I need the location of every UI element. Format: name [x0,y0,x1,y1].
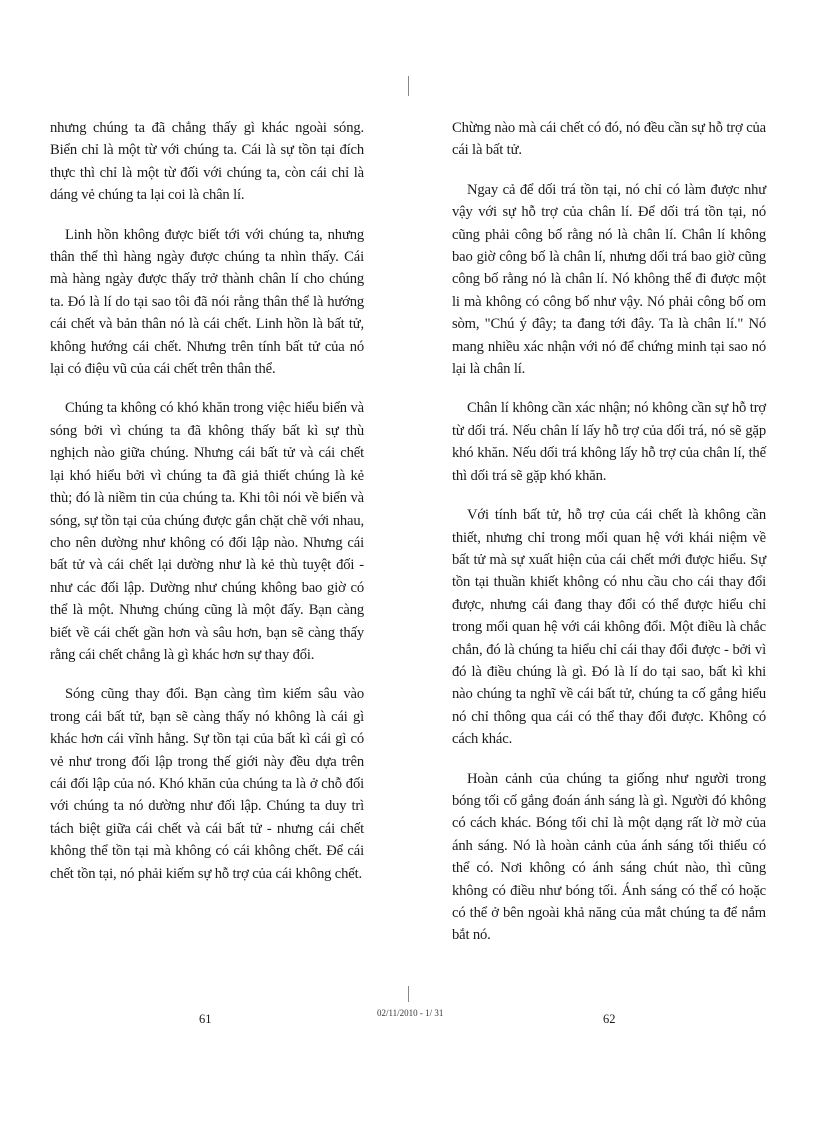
page-fold-line-top [408,76,409,96]
paragraph: Chừng nào mà cái chết có đó, nó đều cần sự hỗ trợ của cái là bất tử. [452,120,766,159]
paragraph: Hoàn cảnh của chúng ta giống như người trong bóng tối cố gắng đoán ánh sáng là gì. Người đó không có cách khác. Bóng tối chỉ là một dạng rất lờ mờ của ánh sáng. Nó là hoàn cảnh của ánh sáng tối thiểu có thể có. Nơi không có ánh sáng chút nào, thì cũng không có điều như bóng tối. Ánh sáng có thể có hoặc có thể ở bên ngoài khả năng của mắt chúng ta để nắm bắt nó. [452,770,766,944]
print-stamp: 02/11/2010 - 1/ 31 [377,1008,444,1018]
left-page-text [50,117,364,902]
page-fold-line-bottom [408,986,409,1002]
paragraph: Chân lí không cần xác nhận; nó không cần sự hỗ trợ từ dối trá. Nếu chân lí lấy hỗ trợ của dối trá, nó sẽ gặp khó khăn. Nếu dối trá không lấy hỗ trợ của chân lí, thế thì dối trá sẽ gặp khó khăn. [452,400,766,484]
paragraph: Với tính bất tử, hỗ trợ của cái chết là không cần thiết, nhưng chỉ trong mối quan hệ với khái niệm về bất tử mà sự xuất hiện của cái chết mới được hiểu. Sự tồn tại thuần khiết không có nhu cầu cho cái thay đổi được, nhưng cái đang thay đổi có thể được hiểu chỉ trong mối quan hệ với cái không đổi. Một điều là chắc chắn, đó là chúng ta hiểu chỉ cái thay đổi được - bởi vì đó là điều chúng là gì. Đó là lí do tại sao, bất kì khi nào chúng ta nghĩ về cái bất tử, chúng ta cố gắng hiểu nó chỉ thông qua cái có thể thay đổi được. Không có cách khác. [452,507,766,748]
paragraph: Linh hồn không được biết tới với chúng ta, nhưng thân thể thì hàng ngày được chúng ta nhìn thấy. Cái mà hàng ngày được thấy trở thành chân lí cho chúng ta. Đó là lí do tại sao tôi đã nói rằng thân thể là hướng cái chết và bản thân nó là cái chết. Linh hồn là bất tử, không hướng cái chết. Nhưng trên tính bất tử của nó lại có điệu vũ của cái chết trên thân thể. [50,226,364,378]
page-number-left: 61 [199,1012,212,1026]
paragraph: Ngay cả để dối trá tồn tại, nó chỉ có làm được như vậy với sự hỗ trợ của chân lí. Để dối trá tồn tại, nó cũng phải công bố rằng nó là chân lí. Chân lí không bao giờ công bố là chân lí, nhưng dối trá bao giờ cũng công bố rằng nó là chân lí. Nó không thể đi được một li mà không có công bố như vậy. Nó phải công bố om sòm, "Chú ý đây; ta đang tới đây. Ta là chân lí." Nó mang nhiều xác nhận với nó để chứng minh tại sao nó lại là chân lí. [452,181,766,378]
right-page-text [452,117,766,964]
paragraph: Sóng cũng thay đổi. Bạn càng tìm kiếm sâu vào trong cái bất tử, bạn sẽ càng thấy nó không là cái gì khác hơn cái vĩnh hằng. Sự tồn tại của bất kì cái gì có vẻ như trong đối lập trong thế giới này đều dựa trên cái đối lập của nó. Khó khăn của chúng ta là ở chỗ đối với chúng ta nó dường như đối lập. Chúng ta duy trì tách biệt giữa cái chết và cái bất tử - nhưng cái chết không thể tồn tại mà không có cái không chết. Để cái chết tồn tại, nó phải kiếm sự hỗ trợ của cái không chết. [50,686,364,882]
paragraph: Chúng ta không có khó khăn trong việc hiểu biển và sóng bởi vì chúng ta đã không thấy bất kì sự thù nghịch nào giữa chúng. Nhưng cái bất tử và cái chết lại khó hiểu bởi vì chúng ta đã giả thiết chúng là kẻ thù; đó là niềm tin của chúng ta. Khi tôi nói về biển và sóng, sự tồn tại của chúng được gắn chặt chẽ với nhau, cho nên dường như không có đối lập nào. Nhưng cái bất tử và cái chết lại dường như là kẻ thù tuyệt đối - như các đối lập. Dường như chúng không bao giờ có thể là một. Nhưng chúng cũng là một đấy. Bạn càng biết về cái chết gần hơn và sâu hơn, bạn sẽ càng thấy rằng cái chết chẳng là gì khác hơn sự thay đổi. [50,400,364,663]
page-number-right: 62 [603,1012,616,1026]
paragraph: nhưng chúng ta đã chẳng thấy gì khác ngoài sóng. Biển chỉ là một từ với chúng ta. Cái là sự tồn tại đích thực thì chỉ là một từ đối với chúng ta, còn cái chỉ là dáng vẻ chúng ta lại coi là chân lí. [50,120,364,204]
